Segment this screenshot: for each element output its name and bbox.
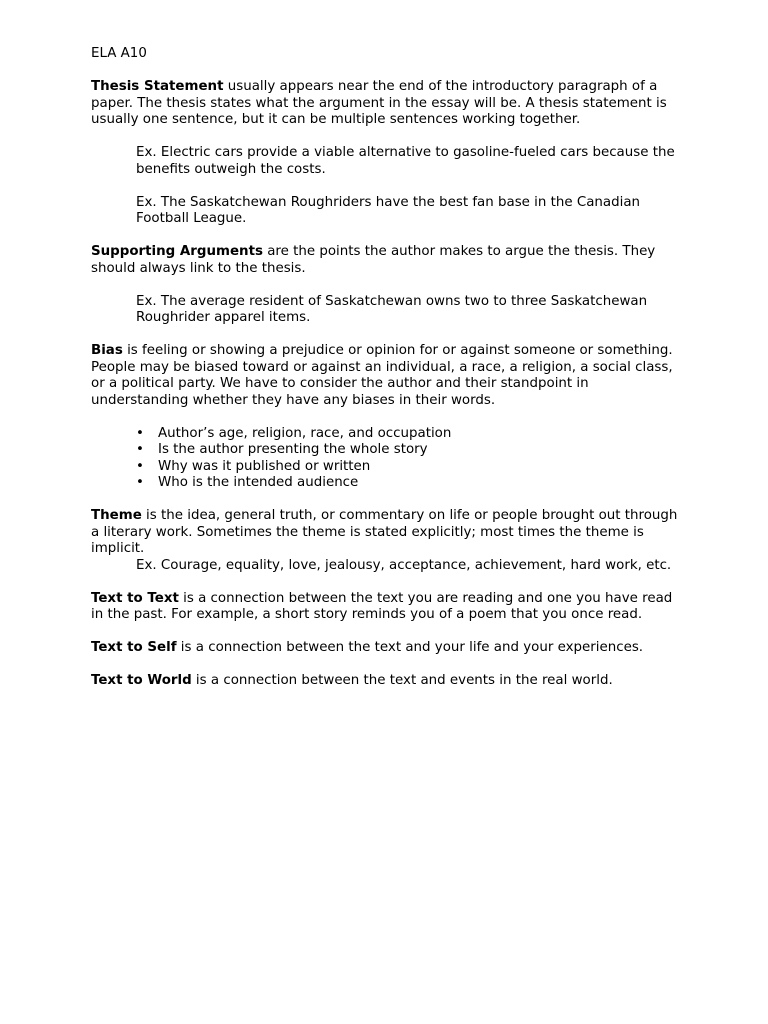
thesis-example-1: Ex. Electric cars provide a viable alternative to gasoline-fueled cars because the benefits outweigh the costs. (136, 145, 675, 177)
thesis-term: Thesis Statement (91, 79, 224, 94)
thesis-example-2: Ex. The Saskatchewan Roughriders have the best fan base in the Canadian Football League. (136, 194, 641, 226)
list-item-text: Is the author presenting the whole story (158, 442, 428, 457)
theme-term: Theme (91, 508, 142, 523)
text-to-text-text: is a connection between the text you are reading and one you have read in the past. For example, a short story reminds you of a poem that you once read. (91, 590, 673, 622)
text-to-self-definition (91, 640, 683, 657)
supporting-example: Ex. The average resident of Saskatchewan owns two to three Saskatchewan Roughrider apparel items. (136, 293, 648, 325)
list-item-text: Who is the intended audience (158, 475, 359, 490)
bullet-icon: • (136, 442, 144, 457)
text-to-self-text: is a connection between the text and your life and your experiences. (176, 640, 644, 655)
bias-definition (91, 343, 683, 409)
theme-text: is the idea, general truth, or commentary on life or people brought out through a literary work. Sometimes the theme is stated explicitly; most times the theme is implicit. (91, 508, 678, 556)
text-to-world-text: is a connection between the text and events in the real world. (191, 673, 613, 688)
theme-definition (91, 508, 683, 558)
thesis-definition (91, 79, 683, 129)
list-item (91, 459, 683, 476)
theme-example: Ex. Courage, equality, love, jealousy, acceptance, achievement, hard work, etc. (136, 557, 672, 573)
thesis-text: usually appears near the end of the introductory paragraph of a paper. The thesis states what the argument in the essay will be. A thesis statement is usually one sentence, but it can be multiple sentences working together. (91, 79, 667, 127)
list-item (91, 426, 683, 443)
bullet-icon: • (136, 475, 144, 490)
bias-bullet-list (91, 426, 683, 492)
text-to-text-term: Text to Text (91, 590, 179, 606)
document-body (91, 46, 683, 706)
supporting-term: Supporting Arguments (91, 244, 263, 259)
text-to-world-definition (91, 673, 683, 690)
bullet-icon: • (136, 425, 144, 441)
list-item (91, 442, 683, 459)
supporting-text: are the points the author makes to argue the thesis. They should always link to the thesis. (91, 244, 656, 276)
text-to-self-term: Text to Self (91, 640, 177, 655)
bias-text: is feeling or showing a prejudice or opinion for or against someone or something. People may be biased toward or against an individual, a race, a religion, a social class, or a political party. We have to consider the author and their standpoint in understanding whether they have any biases in their words. (91, 343, 673, 408)
list-item (91, 475, 683, 492)
list-item-text: Why was it published or written (158, 458, 371, 474)
supporting-definition (91, 244, 683, 277)
bullet-icon: • (136, 458, 144, 474)
list-item-text: Author’s age, religion, race, and occupation (158, 425, 452, 441)
bias-term: Bias (91, 343, 123, 358)
text-to-text-definition (91, 591, 683, 624)
text-to-world-term: Text to World (91, 673, 192, 688)
course-header: ELA A10 (91, 46, 147, 61)
